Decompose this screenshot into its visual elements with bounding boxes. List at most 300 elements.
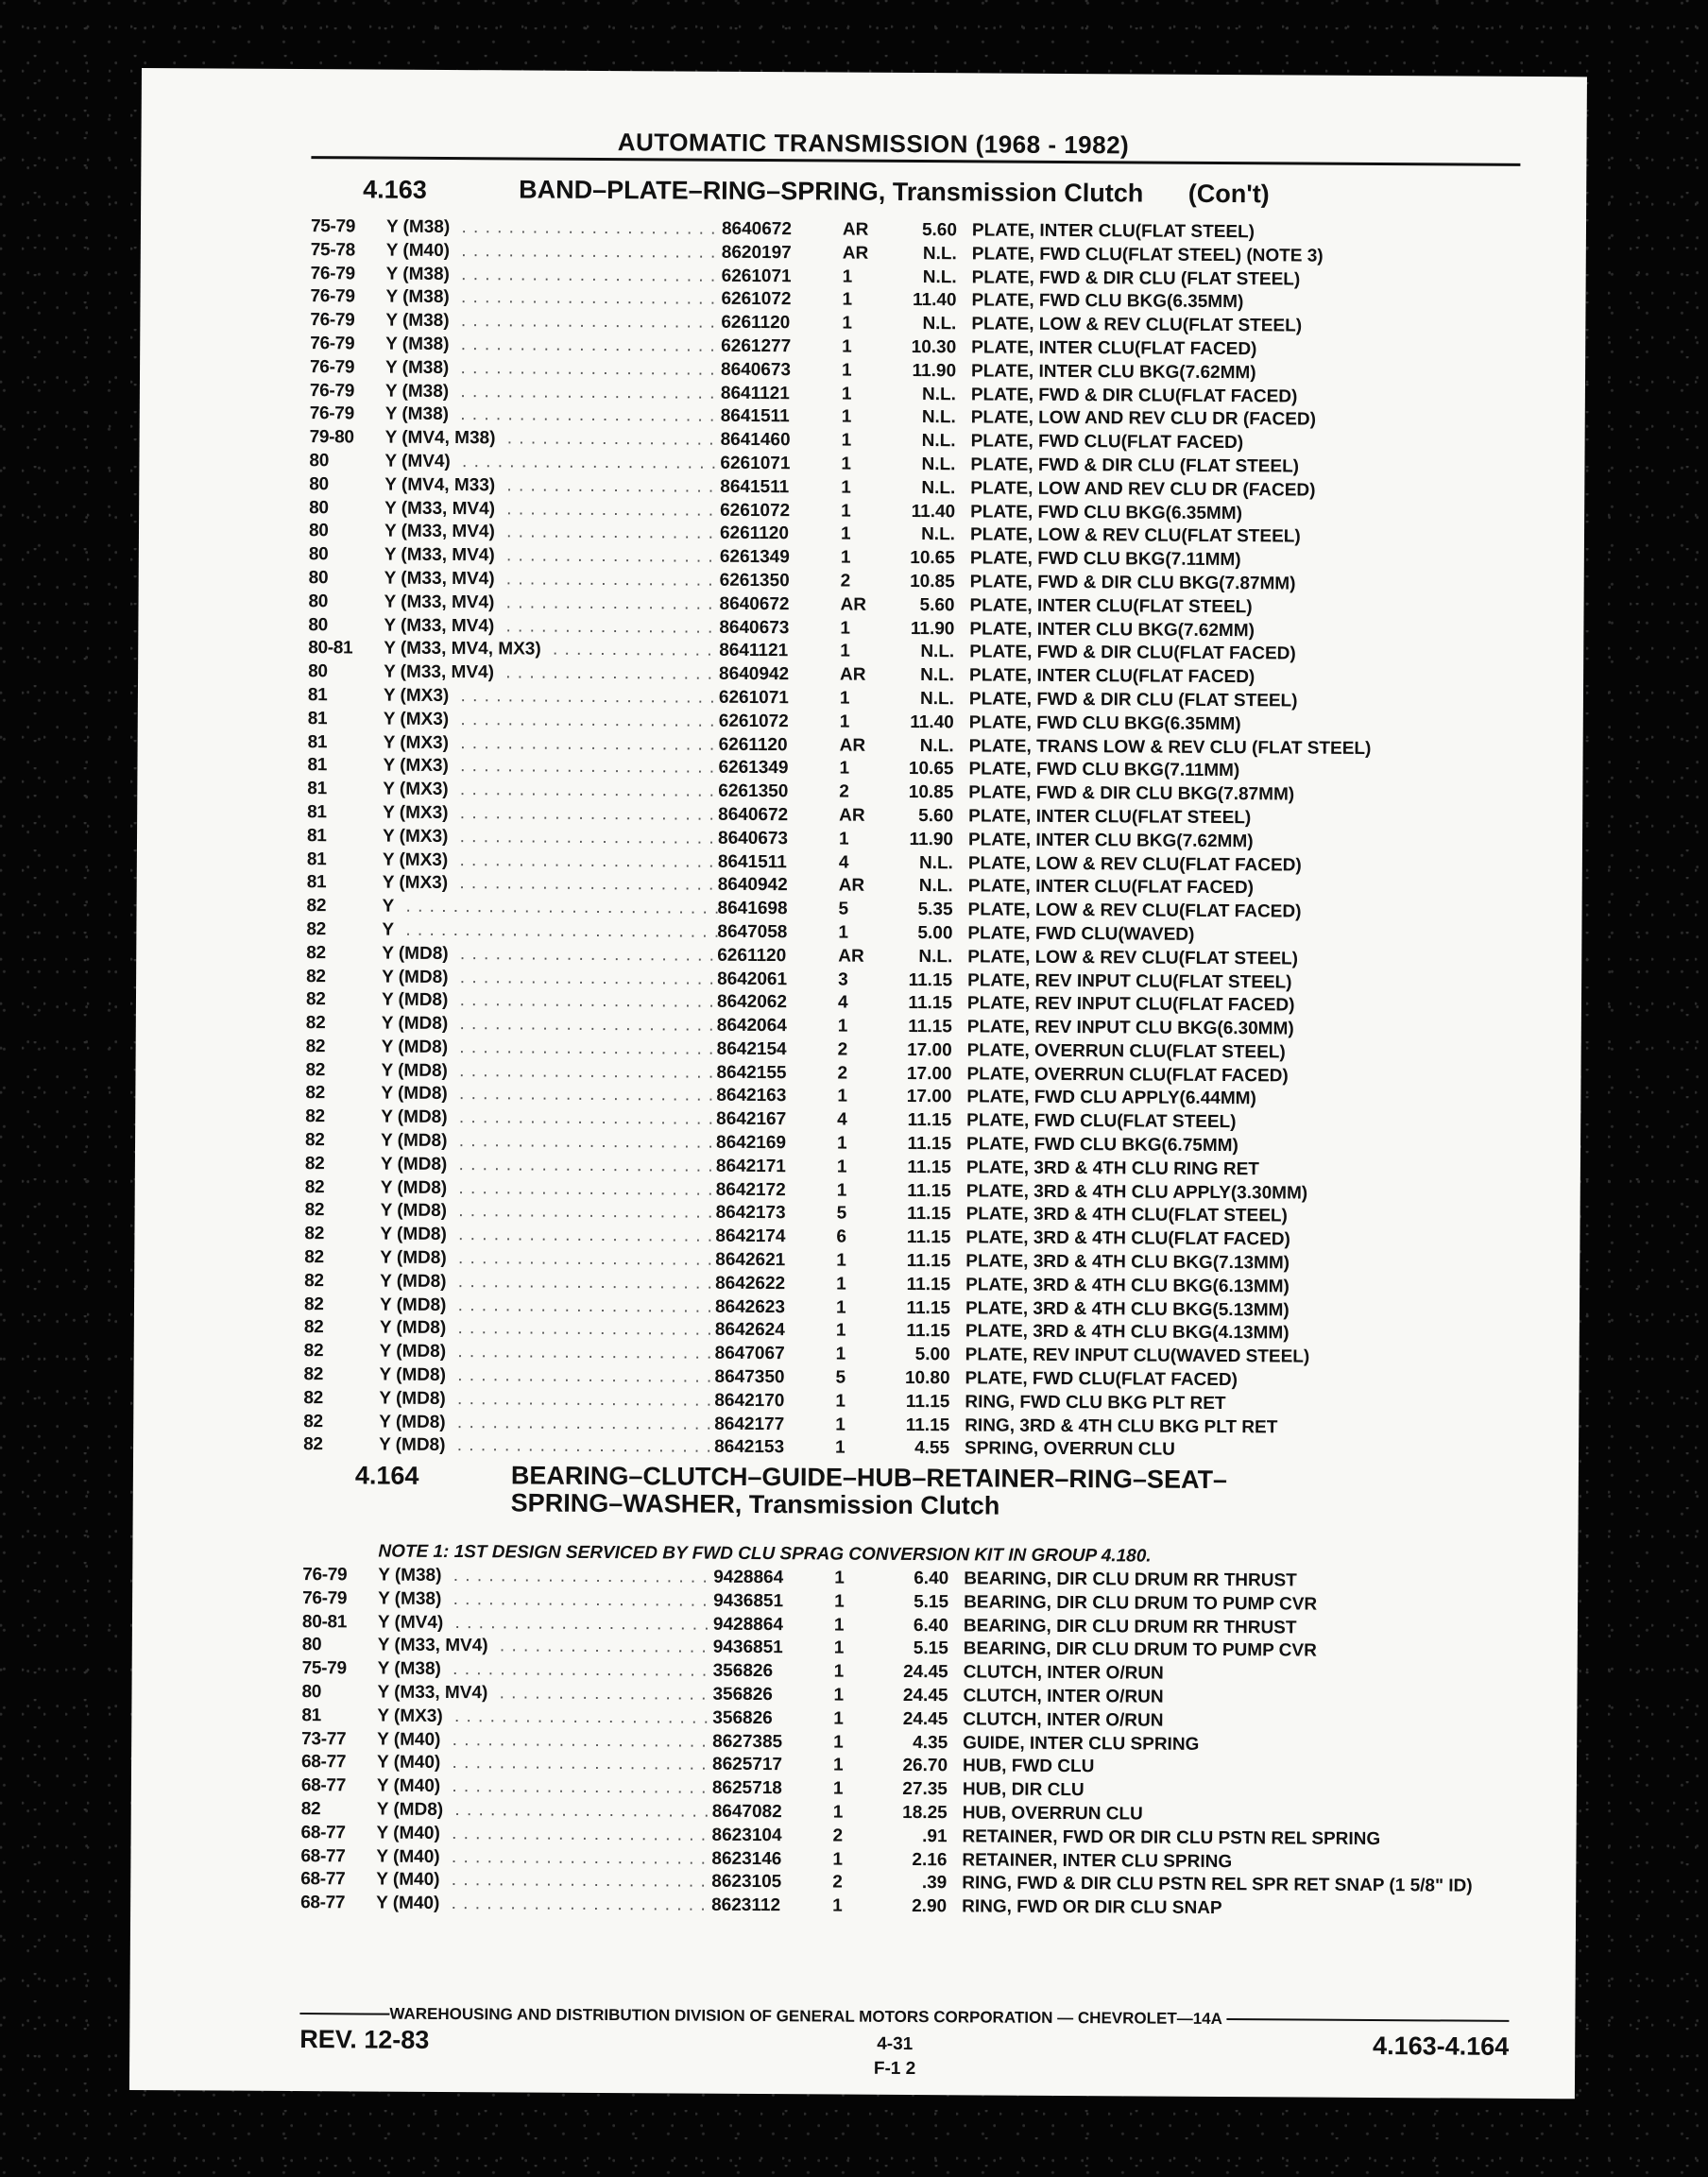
part-description: PLATE, FWD & DIR CLU (FLAT STEEL) (970, 454, 1300, 477)
price: 24.45 (902, 1708, 948, 1730)
price: 17.00 (906, 1087, 952, 1107)
part-number: 8642172 (715, 1179, 786, 1200)
year-range: 76-79 (309, 403, 354, 424)
price: 10.85 (910, 571, 955, 592)
model-code: Y (MD8) . . . (380, 1341, 715, 1366)
price: 10.65 (908, 759, 954, 780)
section-number: 4.163 (363, 175, 427, 204)
price: 11.15 (906, 1274, 951, 1295)
quantity: 1 (840, 618, 851, 639)
year-range: 80 (308, 521, 329, 541)
model-code: Y (M40) . . . (377, 1752, 712, 1777)
model-code: Y (MD8) . . . (381, 1200, 716, 1226)
part-number: 6261071 (720, 453, 791, 474)
part-description: PLATE, FWD CLU(WAVED) (967, 923, 1195, 945)
part-description: BEARING, DIR CLU DRUM RR THRUST (964, 1568, 1297, 1591)
quantity: 1 (841, 384, 852, 404)
quantity: 1 (838, 829, 849, 849)
price: N.L. (920, 642, 955, 662)
quantity: 1 (839, 758, 850, 779)
quantity: 5 (836, 1203, 847, 1225)
quantity: AR (839, 735, 866, 756)
model-code: Y . . . (383, 896, 718, 921)
model-code: Y (MD8) . . . (382, 1013, 717, 1038)
quantity: 1 (835, 1320, 846, 1342)
model-code: Y (M38) . . . (378, 1565, 713, 1590)
year-range: 68-77 (300, 1893, 346, 1913)
year-range: 68-77 (300, 1775, 347, 1796)
quantity: 1 (837, 1016, 848, 1037)
part-description: PLATE, FWD CLU(FLAT STEEL) (NOTE 3) (971, 244, 1324, 266)
year-range: 80 (301, 1635, 322, 1655)
quantity: 1 (832, 1895, 843, 1916)
year-range: 76-79 (302, 1587, 348, 1609)
film-number: F-1 2 (873, 2058, 916, 2080)
part-description: PLATE, INTER CLU BKG(7.62MM) (970, 361, 1256, 383)
quantity: 1 (833, 1615, 845, 1636)
part-description: PLATE, FWD & DIR CLU BKG(7.87MM) (969, 572, 1296, 594)
quantity: 1 (841, 406, 852, 427)
price: .91 (922, 1826, 948, 1847)
price: 5.00 (914, 1345, 950, 1365)
part-description: PLATE, 3RD & 4TH CLU RING RET (965, 1157, 1259, 1180)
model-code: Y (MD8) . . . (381, 1106, 716, 1132)
part-number: 6261120 (718, 734, 788, 755)
quantity: 3 (838, 969, 848, 990)
part-number: 8642622 (715, 1273, 786, 1294)
part-description: PLATE, INTER CLU(FLAT STEEL) (971, 220, 1255, 243)
year-range: 82 (305, 1130, 325, 1151)
price: 17.00 (907, 1039, 952, 1061)
year-range: 68-77 (300, 1822, 346, 1843)
model-code: Y (M33, MV4) . . . (384, 614, 719, 640)
price: 11.15 (906, 1321, 950, 1342)
quantity: 4 (837, 992, 848, 1013)
quantity: 6 (836, 1226, 847, 1247)
price: 4.35 (913, 1732, 948, 1753)
part-number: 8641121 (720, 383, 790, 403)
price: N.L. (922, 266, 957, 287)
quantity: 1 (840, 641, 850, 661)
price: N.L. (919, 735, 954, 756)
part-number: 8623105 (711, 1872, 782, 1893)
model-code: Y (MX3) . . . (384, 708, 719, 733)
part-description: PLATE, INTER CLU BKG(7.62MM) (969, 618, 1255, 641)
quantity: 4 (838, 852, 849, 873)
model-code: Y (M38) . . . (385, 286, 721, 312)
quantity: 1 (840, 547, 851, 568)
price: 5.15 (914, 1591, 949, 1613)
part-description: GUIDE, INTER CLU SPRING (963, 1732, 1200, 1755)
price: .39 (921, 1873, 948, 1894)
year-range: 80 (308, 568, 329, 589)
year-range: 81 (306, 825, 327, 846)
quantity: 1 (842, 313, 853, 334)
part-number: 8641511 (720, 476, 790, 497)
model-code: Y (MD8) . . . (379, 1434, 714, 1460)
year-range: 76-79 (310, 310, 355, 331)
part-description: PLATE, FWD CLU BKG(6.75MM) (965, 1134, 1238, 1157)
part-number: 8641511 (717, 851, 787, 872)
price: 6.40 (913, 1615, 949, 1636)
part-description: PLATE, FWD CLU APPLY(6.44MM) (966, 1087, 1256, 1109)
quantity: 1 (833, 1732, 844, 1753)
part-number: 8623112 (711, 1894, 781, 1916)
part-number: 8647350 (714, 1366, 785, 1388)
model-code: Y (MD8) . . . (382, 1036, 717, 1061)
model-code: Y (MD8) . . . (382, 989, 717, 1015)
part-number: 6261120 (721, 312, 791, 334)
year-range: 82 (304, 1200, 325, 1221)
part-number: 8640673 (719, 617, 790, 638)
model-code: Y (MX3) . . . (383, 801, 718, 827)
part-number: 8640672 (718, 804, 789, 826)
year-range: 80 (309, 473, 329, 494)
price: 11.15 (907, 1134, 952, 1155)
year-range: 80-81 (301, 1611, 348, 1632)
year-range: 82 (303, 1387, 324, 1409)
part-number: 8640673 (720, 359, 792, 380)
model-code: Y (MD8) . . . (381, 1083, 716, 1108)
price: 11.15 (906, 1227, 951, 1248)
year-range: 76-79 (310, 334, 355, 354)
section-range: 4.163-4.164 (1373, 2031, 1510, 2061)
price: 10.65 (910, 548, 955, 569)
year-range: 82 (303, 1317, 324, 1338)
page-title: AUTOMATIC TRANSMISSION (1968 - 1982) (617, 128, 1130, 160)
model-code: Y (MD8) . . . (382, 942, 717, 968)
section-number: 4.164 (354, 1461, 419, 1491)
model-code: Y (MX3) . . . (383, 755, 718, 780)
part-number: 8641121 (719, 641, 789, 661)
model-code: Y . . . (382, 918, 717, 944)
section-4164-rows (300, 1564, 1521, 1923)
price: N.L. (922, 243, 957, 265)
part-description: PLATE, INTER CLU BKG(7.62MM) (967, 830, 1254, 851)
year-range: 73-77 (301, 1728, 347, 1749)
part-number: 8642169 (715, 1132, 787, 1154)
quantity: AR (839, 805, 865, 826)
price: 6.40 (914, 1568, 949, 1589)
part-number: 8642174 (715, 1226, 786, 1247)
model-code: Y (M38) . . . (385, 380, 721, 405)
year-range: 75-79 (301, 1658, 347, 1679)
part-number: 356826 (712, 1684, 773, 1706)
part-number: 8640673 (717, 828, 789, 849)
part-number: 9428864 (712, 1614, 783, 1635)
price: N.L. (918, 852, 953, 873)
year-range: 80 (308, 591, 329, 611)
price: 11.40 (911, 501, 956, 522)
year-range: 80 (309, 451, 330, 471)
part-number: 356826 (712, 1660, 774, 1682)
model-code: Y (M38) . . . (378, 1587, 713, 1613)
quantity: 1 (835, 1391, 846, 1412)
year-range: 82 (306, 966, 326, 986)
section-title: BAND–PLATE–RING–SPRING, Transmission Clutch (Con't) (519, 175, 1270, 209)
year-range: 82 (303, 1341, 324, 1362)
revision-label: REV. 12-83 (299, 2025, 430, 2054)
model-code: Y (M33, MV4) . . . (384, 591, 719, 616)
part-description: PLATE, FWD & DIR CLU (FLAT STEEL) (968, 689, 1298, 711)
quantity: 2 (832, 1826, 844, 1846)
quantity: 2 (837, 1039, 848, 1060)
year-range: 76-79 (302, 1565, 348, 1586)
part-description: PLATE, TRANS LOW & REV CLU (FLAT STEEL) (968, 735, 1372, 759)
price: 11.15 (905, 1391, 950, 1413)
year-range: 76-79 (310, 356, 355, 378)
part-number: 6261071 (721, 266, 792, 286)
year-range: 82 (305, 1106, 325, 1127)
year-range: 82 (304, 1247, 324, 1268)
price: 5.60 (921, 220, 958, 241)
model-code: Y (MX3) . . . (383, 825, 718, 850)
year-range: 82 (303, 1294, 324, 1314)
part-number: 8641698 (717, 898, 788, 919)
part-description: HUB, FWD CLU (962, 1756, 1095, 1777)
year-range: 68-77 (300, 1752, 347, 1773)
part-description: PLATE, 3RD & 4TH CLU BKG(7.13MM) (965, 1251, 1290, 1274)
quantity: 1 (832, 1778, 844, 1799)
year-range: 82 (303, 1411, 323, 1431)
part-number: 8642623 (714, 1296, 786, 1317)
part-description: PLATE, INTER CLU(FLAT FACED) (971, 337, 1257, 360)
price: 24.45 (903, 1662, 948, 1683)
footer-division (299, 2004, 1509, 2031)
part-description: PLATE, INTER CLU(FLAT FACED) (969, 665, 1255, 688)
price: 11.15 (908, 1017, 952, 1037)
model-code: Y (MD8) . . . (381, 1153, 716, 1178)
part-number: 8625718 (711, 1777, 782, 1799)
model-code: Y (MD8) . . . (379, 1364, 714, 1390)
year-range: 75-78 (310, 239, 356, 261)
quantity: AR (840, 664, 866, 685)
part-description: PLATE, LOW & REV CLU(FLAT FACED) (967, 852, 1302, 876)
quantity: 1 (834, 1591, 845, 1612)
part-number: 8642171 (715, 1156, 786, 1177)
year-range: 82 (306, 918, 327, 940)
part-number: 6261072 (721, 289, 792, 310)
model-code: Y (M33, MV4) . . . (378, 1635, 713, 1660)
model-code: Y (M38) . . . (386, 216, 722, 242)
quantity: 1 (833, 1637, 845, 1658)
price: 11.90 (910, 618, 955, 639)
part-description: PLATE, FWD CLU BKG(7.11MM) (968, 759, 1240, 781)
section-title: BEARING–CLUTCH–GUIDE–HUB–RETAINER–RING–SEAT– SPRING–WASHER, Transmission Clutch (510, 1461, 1228, 1520)
model-code: Y (MD8) . . . (380, 1317, 715, 1343)
part-description: PLATE, INTER CLU(FLAT STEEL) (968, 806, 1252, 829)
price: 4.55 (914, 1438, 950, 1459)
part-number: 6261120 (719, 523, 789, 544)
price: 17.00 (906, 1063, 952, 1084)
part-number: 8642062 (716, 992, 788, 1013)
price: N.L. (919, 688, 955, 710)
model-code: Y (MX3) . . . (384, 685, 719, 711)
price: N.L. (920, 665, 955, 686)
part-description: PLATE, FWD CLU BKG(6.35MM) (970, 501, 1243, 523)
model-code: Y (MX3) . . . (384, 731, 719, 757)
part-number: 8627385 (712, 1731, 783, 1752)
price: 5.35 (917, 900, 953, 920)
model-code: Y (M33, MV4) . . . (384, 521, 720, 546)
part-description: PLATE, 3RD & 4TH CLU BKG(4.13MM) (965, 1321, 1290, 1344)
quantity: 2 (837, 1063, 848, 1084)
price: 24.45 (902, 1685, 948, 1706)
year-range: 80-81 (308, 638, 353, 659)
quantity: 1 (836, 1157, 847, 1177)
part-description: PLATE, OVERRUN CLU(FLAT STEEL) (966, 1040, 1286, 1063)
year-range: 81 (306, 849, 327, 869)
part-description: PLATE, LOW AND REV CLU DR (FACED) (970, 478, 1316, 501)
price: 10.30 (911, 336, 957, 358)
year-range: 68-77 (300, 1869, 346, 1890)
price: N.L. (921, 407, 956, 428)
part-number: 9436851 (713, 1590, 784, 1612)
part-number: 8642167 (716, 1109, 787, 1130)
year-range: 81 (307, 708, 328, 729)
year-range: 81 (306, 872, 327, 893)
part-description: PLATE, FWD CLU BKG(6.35MM) (968, 712, 1241, 734)
model-code: Y (M33, MV4) . . . (377, 1682, 712, 1707)
part-description: RING, FWD & DIR CLU PSTN REL SPR RET SNAP (1 5/8" ID) (962, 1873, 1473, 1897)
year-range: 80 (308, 544, 329, 565)
part-number: 8623104 (711, 1825, 782, 1845)
price: 5.15 (913, 1638, 948, 1659)
model-code: Y (M40) . . . (377, 1822, 712, 1847)
model-code: Y (MV4, M38) . . . (385, 427, 721, 453)
part-description: CLUTCH, INTER O/RUN (963, 1662, 1164, 1684)
model-code: Y (MD8) . . . (381, 1059, 716, 1085)
price: 2.90 (912, 1896, 948, 1917)
year-range: 75-79 (310, 216, 356, 237)
part-number: 8642163 (716, 1086, 787, 1106)
section-4163-heading (363, 175, 1270, 210)
price: N.L. (918, 946, 953, 967)
part-number: 8640672 (719, 593, 790, 614)
year-range: 80 (308, 661, 328, 682)
model-code: Y (MD8) . . . (380, 1247, 715, 1273)
price: 11.15 (907, 1180, 951, 1201)
year-range: 79-80 (309, 427, 354, 448)
part-number: 8642624 (714, 1320, 785, 1341)
year-range: 81 (307, 755, 328, 776)
catalog-page (129, 68, 1587, 2099)
part-description: PLATE, FWD CLU BKG(7.11MM) (969, 548, 1241, 571)
quantity: AR (840, 594, 867, 615)
price: 10.80 (904, 1368, 950, 1389)
price: 11.15 (906, 1297, 951, 1318)
quantity: AR (842, 219, 869, 240)
part-description: PLATE, INTER CLU(FLAT FACED) (967, 876, 1255, 899)
part-description: PLATE, 3RD & 4TH CLU APPLY(3.30MM) (965, 1181, 1308, 1204)
quantity: 1 (841, 477, 851, 498)
quantity: AR (838, 875, 865, 897)
section-4164-heading (302, 1457, 1522, 1548)
quantity: 2 (832, 1872, 843, 1893)
year-range: 80 (309, 497, 329, 518)
year-range: 82 (306, 896, 327, 917)
model-code: Y (M33, MV4) . . . (384, 544, 720, 570)
price: 2.16 (912, 1849, 948, 1870)
price: 5.60 (919, 594, 955, 616)
part-description: PLATE, LOW AND REV CLU DR (FACED) (970, 407, 1317, 430)
part-description: HUB, DIR CLU (962, 1779, 1085, 1801)
part-number: 6261349 (718, 758, 789, 779)
quantity: 1 (840, 523, 851, 544)
part-number: 8623146 (711, 1848, 782, 1869)
part-description: CLUTCH, INTER O/RUN (963, 1686, 1164, 1707)
part-description: PLATE, LOW & REV CLU(FLAT STEEL) (967, 947, 1299, 969)
part-description: PLATE, OVERRUN CLU(FLAT FACED) (966, 1064, 1289, 1087)
year-range: 82 (304, 1153, 325, 1174)
quantity: 1 (832, 1802, 844, 1823)
year-range: 82 (305, 1036, 326, 1057)
division-text: WAREHOUSING AND DISTRIBUTION DIVISION OF GENERAL MOTORS CORPORATION — CHEVROLET—14A (389, 2004, 1223, 2029)
price: 11.90 (909, 829, 954, 849)
year-range: 81 (307, 731, 328, 752)
part-description: PLATE, LOW & REV CLU(FLAT FACED) (967, 900, 1302, 922)
part-description: PLATE, LOW & REV CLU(FLAT STEEL) (969, 524, 1301, 547)
part-description: HUB, OVERRUN CLU (962, 1803, 1143, 1825)
quantity: 1 (842, 266, 853, 287)
price: N.L. (922, 314, 957, 334)
price: 11.40 (910, 711, 954, 732)
model-code: Y (MD8) . . . (381, 1130, 716, 1156)
year-range: 68-77 (300, 1845, 346, 1866)
year-range: 82 (303, 1434, 323, 1455)
model-code: Y (M38) . . . (385, 356, 721, 382)
price: 11.15 (908, 993, 953, 1014)
part-number: 8640942 (717, 875, 788, 896)
quantity: 1 (833, 1708, 844, 1729)
part-number: 8625717 (711, 1755, 783, 1775)
model-code: Y (M40) . . . (376, 1893, 711, 1918)
model-code: Y (MX3) . . . (383, 872, 718, 898)
part-description: PLATE, 3RD & 4TH CLU(FLAT FACED) (965, 1227, 1290, 1250)
part-description: RETAINER, FWD OR DIR CLU PSTN REL SPRING (962, 1826, 1381, 1849)
model-code: Y (MV4) . . . (378, 1611, 713, 1637)
part-number: 8642177 (714, 1414, 785, 1434)
part-number: 8642064 (716, 1015, 787, 1037)
year-range: 76-79 (310, 263, 355, 283)
price: 5.60 (918, 805, 954, 827)
quantity: 1 (842, 336, 852, 357)
quantity: 1 (835, 1414, 845, 1435)
part-number: 8640942 (719, 663, 790, 685)
part-description: PLATE, REV INPUT CLU(FLAT STEEL) (967, 969, 1292, 992)
part-number: 8642154 (716, 1038, 787, 1060)
part-number: 6261277 (721, 335, 792, 357)
part-description: RING, FWD OR DIR CLU SNAP (962, 1896, 1222, 1919)
year-range: 82 (305, 1013, 326, 1034)
part-number: 9428864 (713, 1567, 784, 1588)
model-code: Y (MD8) . . . (380, 1294, 715, 1319)
section-4163-rows (303, 215, 1529, 1465)
model-code: Y (MX3) . . . (377, 1705, 712, 1730)
quantity: AR (842, 243, 869, 264)
part-number: 8647058 (717, 921, 788, 943)
model-code: Y (M33, MV4) . . . (384, 497, 720, 523)
part-number: 8647067 (714, 1343, 785, 1364)
price: 27.35 (902, 1779, 948, 1800)
quantity: 1 (834, 1568, 845, 1588)
model-code: Y (M38) . . . (385, 403, 721, 429)
year-range: 82 (305, 1059, 326, 1080)
part-number: 8642170 (714, 1390, 785, 1412)
part-number: 8640672 (721, 218, 793, 240)
part-number: 8642061 (717, 969, 788, 989)
part-description: CLUTCH, INTER O/RUN (963, 1709, 1164, 1731)
